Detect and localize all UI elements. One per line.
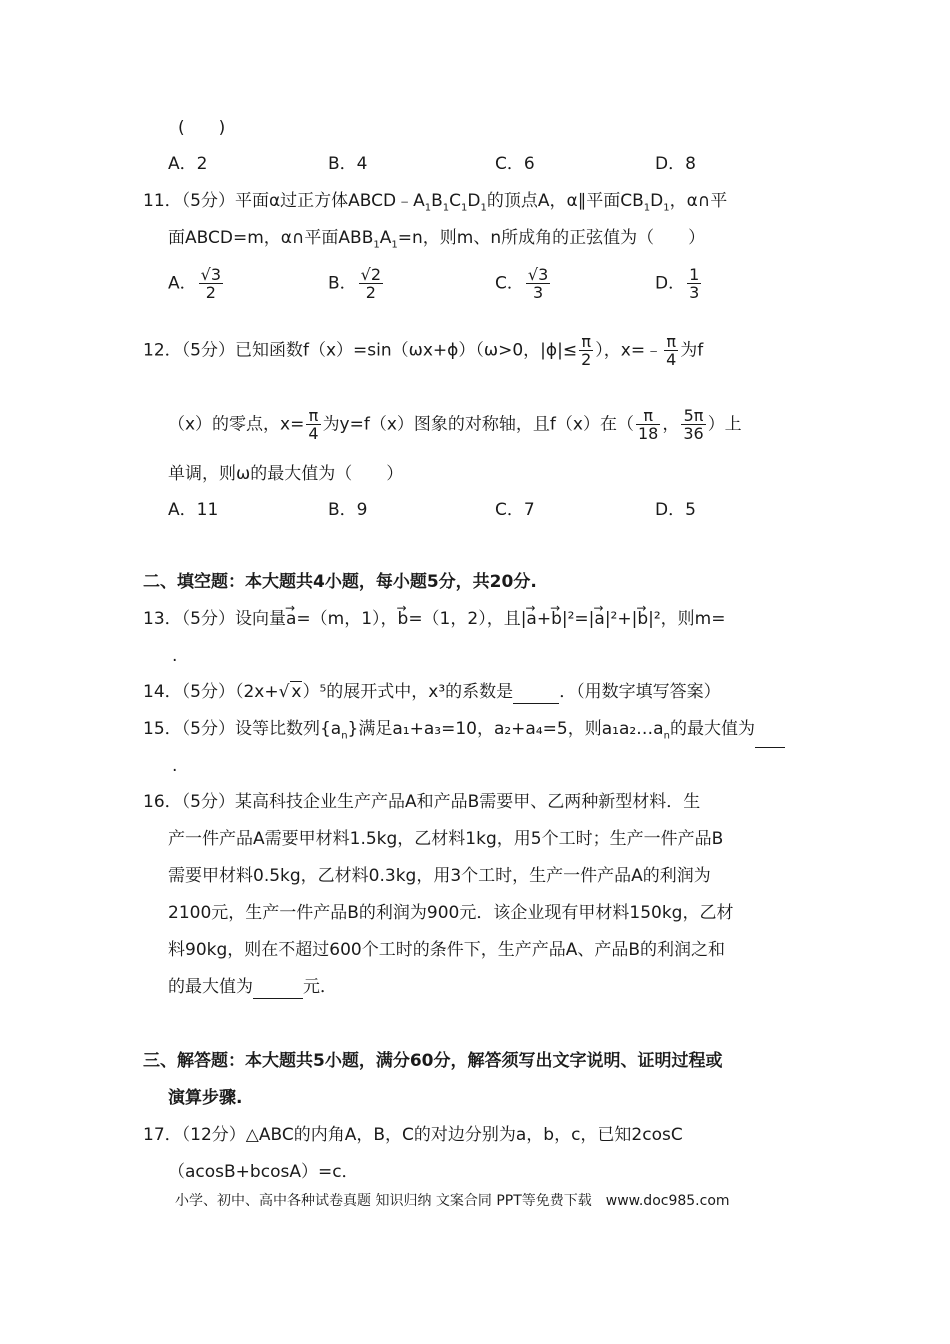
q12-frac-pi-18: $\frac{\pi}{18}$: [637, 406, 659, 443]
q11-line2: 面ABCD=m，α∩平面$ABB_1A_1=n$，则m、n所成角的正弦值为（ ）: [168, 228, 706, 251]
q11-option-c: C． $\frac{√3}{3}$: [495, 265, 549, 302]
q11-option-a: A． $\frac{√3}{2}$: [168, 265, 222, 302]
q13-vector-b2: → b: [551, 607, 562, 631]
q10-option-c: C．6: [495, 154, 535, 174]
q11-text-1c: ，α∩平: [669, 191, 728, 211]
q15-line2: .: [172, 756, 178, 776]
q13-text-1: （5分）设向量: [181, 609, 286, 629]
q16-text-last-b: 元．: [303, 977, 337, 997]
q13-text-6: |²，则m=: [648, 609, 726, 629]
q11-frac-a: $\frac{√3}{2}$: [200, 265, 222, 302]
q12-text-1c: 为f: [680, 340, 704, 361]
page-footer: 小学、初中、高中各种试卷真题 知识归纳 文案合同 PPT等免费下载 www.doc985.com: [175, 1193, 730, 1209]
q12-option-c: C．7: [495, 500, 535, 520]
q11-option-d: D． $\frac{1}{3}$: [655, 265, 700, 302]
q16-line2: 产一件产品A需要甲材料1.5kg，乙材料1kg，用5个工时；生产一件产品B: [168, 829, 724, 849]
q12-frac-pi-2: $\frac{\pi}{2}$: [581, 332, 592, 369]
q14-text-3: ．（用数字填写答案）: [559, 682, 721, 702]
q15-number: 15．: [143, 719, 182, 739]
q14-answer-blank[interactable]: [513, 685, 559, 704]
q17-text-1: （12分）△ABC的内角A，B，C的对边分别为a，b，c，已知2cosC: [181, 1125, 683, 1145]
q15-text-2: }满足a₁+a₃=10，a₂+a₄=5，则a₁a₂…a: [347, 719, 664, 739]
q11-text-2a: 面ABCD=m，α∩平面ABB: [168, 228, 374, 248]
q15-sub-n2: n: [663, 730, 670, 742]
q13-vector-b: → b: [398, 607, 409, 631]
q15-answer-blank[interactable]: [755, 729, 785, 748]
q10-option-a: A．2: [168, 154, 208, 174]
q16-number: 16．: [143, 792, 182, 812]
q10-option-d: D．8: [655, 154, 696, 174]
q13-line2: .: [172, 646, 178, 666]
q11-text-2b: =n，则m、n所成角的正弦值为（ ）: [397, 228, 706, 248]
section-2-heading: 二、填空题：本大题共4小题，每小题5分，共20分.: [143, 572, 537, 592]
q12-line1: [143, 333, 703, 368]
q16-line5: 料90kg，则在不超过600个工时的条件下，生产产品A、产品B的利润之和: [168, 940, 726, 960]
q16-line3: 需要甲材料0.5kg，乙材料0.3kg，用3个工时，生产一件产品A的利润为: [168, 866, 711, 886]
q11-option-b: B． $\frac{√2}{2}$: [328, 265, 382, 302]
q15-line1: [143, 717, 785, 748]
q13-plus: +: [536, 609, 552, 629]
q16-answer-blank[interactable]: [253, 980, 303, 999]
q10-option-b: B．4: [328, 154, 368, 174]
q12-option-a: A．11: [168, 500, 219, 520]
q11-frac-d: $\frac{1}{3}$: [689, 265, 700, 302]
q13-number: 13．: [143, 609, 182, 629]
q12-text-2b: 为y=f（x）图象的对称轴，且f（x）在（: [322, 414, 634, 435]
q11-frac-b: $\frac{√2}{2}$: [360, 265, 382, 302]
q15-text-1: （5分）设等比数列{a: [181, 719, 342, 739]
q13-line1: [143, 607, 726, 631]
q12-text-2d: ）上: [707, 414, 742, 435]
q13-text-4: |²=|: [561, 609, 595, 629]
q16-line4: 2100元，生产一件产品B的利润为900元．该企业现有甲材料150kg，乙材: [168, 903, 734, 923]
q12-frac-5pi-36: $\frac{5\pi}{36}$: [683, 406, 704, 443]
q13-vector-a: → a: [286, 607, 296, 631]
q11-number: 11．: [143, 191, 182, 211]
q17-line2: （acosB+bcosA）=c．: [168, 1162, 359, 1182]
q14-number: 14．: [143, 682, 182, 702]
q11-text-1b: 的顶点A，α∥平面CB: [486, 191, 644, 211]
q15-text-3: 的最大值为: [669, 719, 755, 739]
section-3-heading-line1: 三、解答题：本大题共5小题，满分60分，解答须写出文字说明、证明过程或: [143, 1051, 723, 1071]
q12-text-2a: （x）的零点，x=: [168, 414, 305, 435]
q14-sqrt-x: x: [291, 682, 302, 702]
q13-text-5: |²+|: [604, 609, 638, 629]
q16-text-1: （5分）某高科技企业生产产品A和产品B需要甲、乙两种新型材料．生: [181, 792, 701, 812]
q11-line1: 11．（5分）平面α过正方体$ABCD﹣A_1B_1C_1D_1$的顶点A，α∥平面$CB_1D_1$，α∩平: [143, 191, 728, 214]
q15-sub-n1: n: [341, 730, 348, 742]
q13-vector-a3: → a: [594, 607, 604, 631]
q17-number: 17．: [143, 1125, 182, 1145]
q12-line3: 单调，则ω的最大值为（ ）: [168, 464, 404, 484]
q12-frac-pi-4b: $\frac{\pi}{4}$: [308, 406, 319, 443]
q12-option-b: B．9: [328, 500, 368, 520]
q14-text-2: ）⁵的展开式中，x³的系数是: [302, 682, 514, 702]
q14-line: 14．（5分）（2x+√ x）⁵的展开式中，x³的系数是 ．（用数字填写答案）: [143, 682, 721, 702]
section-3-heading-line2: 演算步骤.: [168, 1088, 243, 1108]
q16-text-last-a: 的最大值为: [168, 977, 253, 997]
q11-text-1a: （5分）平面α过正方体ABCD﹣A: [181, 191, 425, 211]
q12-text-2c: ，: [662, 414, 680, 435]
q13-vector-b3: → b: [637, 607, 648, 631]
q13-text-3: =（1，2），且|: [408, 609, 527, 629]
q16-line6: [168, 975, 337, 999]
q11-frac-c: $\frac{√3}{3}$: [527, 265, 549, 302]
q12-text-1b: ），x=﹣: [595, 340, 663, 361]
q17-line1: [143, 1123, 683, 1147]
q12-number: 12．: [143, 340, 182, 361]
q10-answer-bracket: ( ): [178, 118, 226, 138]
q12-frac-pi-4a: $\frac{\pi}{4}$: [666, 332, 677, 369]
q12-line2: [168, 407, 742, 442]
q14-text-1: （5分）（2x+: [181, 682, 279, 702]
q11-options: [168, 262, 808, 310]
q13-text-2: =（m，1），: [296, 609, 398, 629]
q12-text-1a: （5分）已知函数f（x）=sin（ωx+ϕ）（ω>0，|ϕ|≤: [181, 340, 578, 361]
q12-option-d: D．5: [655, 500, 696, 520]
q16-line1: [143, 790, 700, 814]
q13-vector-a2: → a: [526, 607, 536, 631]
